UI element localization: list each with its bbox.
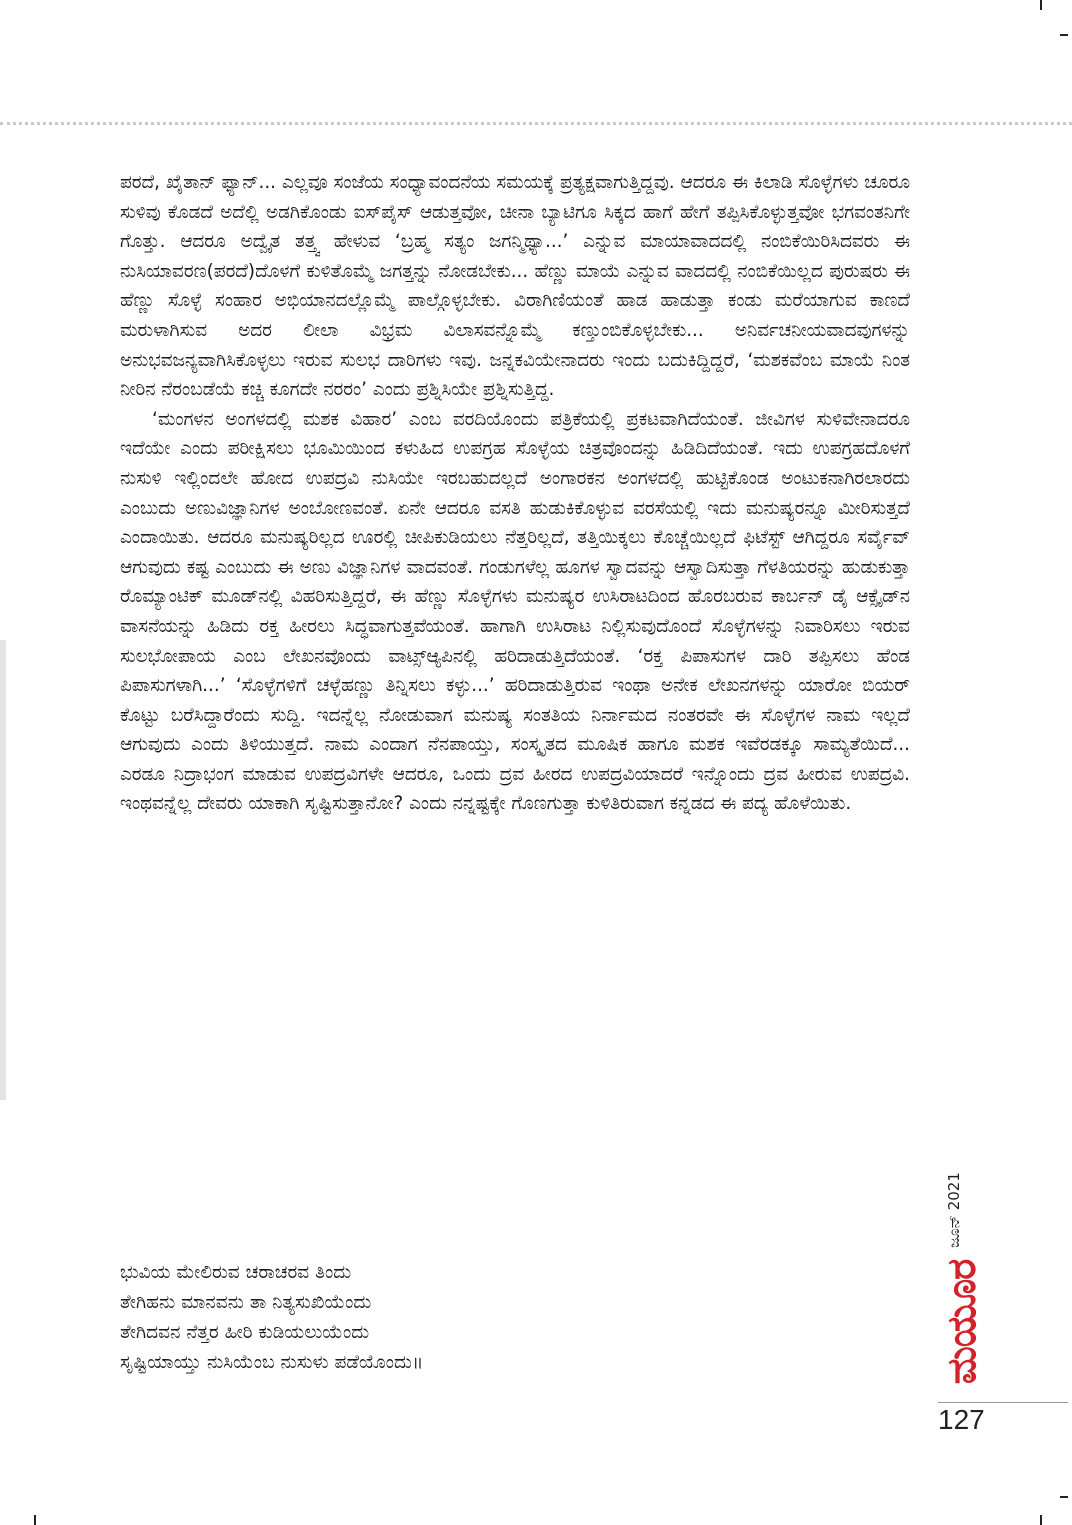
- crop-mark-bottom-left: [34, 1515, 36, 1525]
- poem-line: ಭುವಿಯ ಮೇಲಿರುವ ಚರಾಚರವ ತಿಂದು: [120, 1262, 352, 1283]
- footer-rule: [938, 1402, 1068, 1403]
- crop-mark-right-bottom: [1060, 1496, 1068, 1498]
- article-body: [120, 168, 910, 819]
- poem-line: ತೇಗಿಹನು ಮಾನವನು ತಾ ನಿತ್ಯಸುಖಿಯೆಂದು: [120, 1292, 372, 1313]
- poem-line: ತೇಗಿದವನ ನೆತ್ತರ ಹೀರಿ ಕುಡಿಯಲುಯೆಂದು: [120, 1322, 370, 1343]
- page-edge-shadow: [0, 640, 6, 1100]
- crop-mark-bottom-right: [1040, 1515, 1042, 1525]
- dotted-header-rule: [0, 122, 1072, 125]
- issue-date: ಜೂನ್ 2021: [945, 1172, 963, 1248]
- poem-block: [120, 1258, 720, 1378]
- article-paragraph: ‘ಮಂಗಳನ ಅಂಗಳದಲ್ಲಿ ಮಶಕ ವಿಹಾರ’ ಎಂಬ ವರದಿಯೊಂದು ಪತ್ರಿಕೆಯಲ್ಲಿ ಪ್ರಕಟವಾಗಿದೆಯಂತೆ. ಜೀವಿಗಳ ಸುಳಿವೇನಾದರೂ ಇದೆಯೇ ಎಂದು ಪರೀಕ್ಷಿಸಲು ಭೂಮಿಯಿಂದ ಕಳುಹಿದ ಉಪಗ್ರಹ ಸೊಳ್ಳೆಯ ಚಿತ್ರವೊಂದನ್ನು ಹಿಡಿದಿದೆಯಂತೆ. ಇದು ಉಪಗ್ರಹದೊಳಗೆ ನುಸುಳಿ ಇಲ್ಲಿಂದಲೇ ಹೋದ ಉಪದ್ರವಿ ನುಸಿಯೇ ಇರಬಹುದಲ್ಲದೆ ಅಂಗಾರಕನ ಅಂಗಳದಲ್ಲಿ ಹುಟ್ಟಿಕೊಂಡ ಅಂಟುಕನಾಗಿರಲಾರದು ಎಂಬುದು ಅಣುವಿಜ್ಞಾನಿಗಳ ಅಂಬೋಣವಂತೆ. ಏನೇ ಆದರೂ ವಸತಿ ಹುಡುಕಿಕೊಳ್ಳುವ ವರಸೆಯಲ್ಲಿ ಇದು ಮನುಷ್ಯರನ್ನೂ ಮೀರಿಸುತ್ತದೆ ಎಂದಾಯಿತು. ಆದರೂ ಮನುಷ್ಯರಿಲ್ಲದ ಊರಲ್ಲಿ ಚೀಪಿಕುಡಿಯಲು ನೆತ್ತರಿಲ್ಲದೆ, ತತ್ತಿಯಿಕ್ಕಲು ಕೊಚ್ಚೆಯಿಲ್ಲದೆ ಫಿಟೆಸ್ಟ್ ಆಗಿದ್ದರೂ ಸರ್ವೈವ್ ಆಗುವುದು ಕಷ್ಟ ಎಂಬುದು ಈ ಅಣು ವಿಜ್ಞಾನಿಗಳ ವಾದವಂತೆ. ಗಂಡುಗಳೆಲ್ಲ ಹೂಗಳ ಸ್ವಾದವನ್ನು ಆಸ್ವಾದಿಸುತ್ತಾ ಗೆಳತಿಯರನ್ನು ಹುಡುಕುತ್ತಾ ರೊಮ್ಯಾಂಟಿಕ್ ಮೂಡ್‌ನಲ್ಲಿ ವಿಹರಿಸುತ್ತಿದ್ದರೆ, ಈ ಹೆಣ್ಣು ಸೊಳ್ಳೆಗಳು ಮನುಷ್ಯರ ಉಸಿರಾಟದಿಂದ ಹೊರಬರುವ ಕಾರ್ಬನ್ ಡೈ ಆಕ್ಸೈಡ್‌ನ ವಾಸನೆಯನ್ನು ಹಿಡಿದು ರಕ್ತ ಹೀರಲು ಸಿದ್ಧವಾಗುತ್ತವೆಯಂತೆ. ಹಾಗಾಗಿ ಉಸಿರಾಟ ನಿಲ್ಲಿಸುವುದೊಂದೆ ಸೊಳ್ಳೆಗಳನ್ನು ನಿವಾರಿಸಲು ಇರುವ ಸುಲಭೋಪಾಯ ಎಂಬ ಲೇಖನವೊಂದು ವಾಟ್ಸ್ಆ್ಯಪಿನಲ್ಲಿ ಹರಿದಾಡುತ್ತಿದೆಯಂತೆ. ‘ರಕ್ತ ಪಿಪಾಸುಗಳ ದಾರಿ ತಪ್ಪಿಸಲು ಹೆಂಡ ಪಿಪಾಸುಗಳಾಗಿ...’ ‘ಸೊಳ್ಳೆಗಳಿಗೆ ಚಳ್ಳೆಹಣ್ಣು ತಿನ್ನಿಸಲು ಕಳ್ಳು...’ ಹರಿದಾಡುತ್ತಿರುವ ಇಂಥಾ ಅನೇಕ ಲೇಖನಗಳನ್ನು ಯಾರೋ ಬಿಯರ್ ಕೊಟ್ಟು ಬರೆಸಿದ್ದಾರೆಂದು ಸುದ್ದಿ. ಇದನ್ನೆಲ್ಲ ನೋಡುವಾಗ ಮನುಷ್ಯ ಸಂತತಿಯ ನಿರ್ನಾಮದ ನಂತರವೇ ಈ ಸೊಳ್ಳೆಗಳ ನಾಮ ಇಲ್ಲದೆ ಆಗುವುದು ಎಂದು ತಿಳಿಯುತ್ತದೆ. ನಾಮ ಎಂದಾಗ ನೆನಪಾಯ್ತು, ಸಂಸ್ಕೃತದ ಮೂಷಿಕ ಹಾಗೂ ಮಶಕ ಇವೆರಡಕ್ಕೂ ಸಾಮ್ಯತೆಯಿದೆ... ಎರಡೂ ನಿದ್ರಾಭಂಗ ಮಾಡುವ ಉಪದ್ರವಿಗಳೇ ಆದರೂ, ಒಂದು ದ್ರವ ಹೀರದ ಉಪದ್ರವಿಯಾದರೆ ಇನ್ನೊಂದು ದ್ರವ ಹೀರುವ ಉಪದ್ರವಿ. ಇಂಥವನ್ನೆಲ್ಲ ದೇವರು ಯಾಕಾಗಿ ಸೃಷ್ಟಿಸುತ್ತಾನೋ? ಎಂದು ನನ್ನಷ್ಟಕ್ಕೇ ಗೊಣಗುತ್ತಾ ಕುಳಿತಿರುವಾಗ ಕನ್ನಡದ ಈ ಪದ್ಯ ಹೊಳೆಯಿತು.: [120, 408, 910, 815]
- crop-mark-right-top: [1060, 34, 1068, 36]
- page-number: 127: [938, 1404, 985, 1435]
- article-paragraph: ಪರದೆ, ಖೈತಾನ್ ಫ್ಯಾನ್... ಎಲ್ಲವೂ ಸಂಜೆಯ ಸಂಧ್ಯಾವಂದನೆಯ ಸಮಯಕ್ಕೆ ಪ್ರತ್ಯಕ್ಷವಾಗುತ್ತಿದ್ದವು. ಆದರೂ ಈ ಕಿಲಾಡಿ ಸೊಳ್ಳೆಗಳು ಚೂರೂ ಸುಳಿವು ಕೊಡದೆ ಅದೆಲ್ಲಿ ಅಡಗಿಕೊಂಡು ಐಸ್‌ಪೈಸ್ ಆಡುತ್ತವೋ, ಚೀನಾ ಬ್ಯಾಟಿಗೂ ಸಿಕ್ಕದ ಹಾಗೆ ಹೇಗೆ ತಪ್ಪಿಸಿಕೊಳ್ಳುತ್ತವೋ ಭಗವಂತನಿಗೇ ಗೊತ್ತು. ಆದರೂ ಅದ್ವೈತ ತತ್ತ್ವ ಹೇಳುವ ‘ಬ್ರಹ್ಮ ಸತ್ಯಂ ಜಗನ್ಮಿಥ್ಯಾ...’ ಎನ್ನುವ ಮಾಯಾವಾದದಲ್ಲಿ ನಂಬಿಕೆಯಿರಿಸಿದವರು ಈ ನುಸಿಯಾವರಣ(ಪರದೆ)ದೊಳಗೆ ಕುಳಿತೊಮ್ಮೆ ಜಗತ್ತನ್ನು ನೋಡಬೇಕು... ಹೆಣ್ಣು ಮಾಯೆ ಎನ್ನುವ ವಾದದಲ್ಲಿ ನಂಬಿಕೆಯಿಲ್ಲದ ಪುರುಷರು ಈ ಹೆಣ್ಣು ಸೊಳ್ಳೆ ಸಂಹಾರ ಅಭಿಯಾನದಲ್ಲೊಮ್ಮೆ ಪಾಲ್ಗೊಳ್ಳಬೇಕು. ವಿರಾಗಿಣಿಯಂತೆ ಹಾಡ ಹಾಡುತ್ತಾ ಕಂಡು ಮರೆಯಾಗುವ ಕಾಣದೆ ಮರುಳಾಗಿಸುವ ಅದರ ಲೀಲಾ ವಿಭ್ರಮ ವಿಲಾಸವನ್ನೊಮ್ಮೆ ಕಣ್ತುಂಬಿಕೊಳ್ಳಬೇಕು... ಅನಿರ್ವಚನೀಯವಾದವುಗಳನ್ನು ಅನುಭವಜನ್ಯವಾಗಿಸಿಕೊಳ್ಳಲು ಇರುವ ಸುಲಭ ದಾರಿಗಳು ಇವು. ಜನ್ನಕವಿಯೇನಾದರು ಇಂದು ಬದುಕಿದ್ದಿದ್ದರೆ, ‘ಮಶಕವೆಂಬ ಮಾಯೆ ನಿಂತ ನೀರಿನ ನೆರಂಬಡೆಯೆ ಕಚ್ಚಿ ಕೂಗದೇ ನರರಂ’ ಎಂದು ಪ್ರಶ್ನಿಸಿಯೇ ಪ್ರಶ್ನಿಸುತ್ತಿದ್ದ.: [120, 172, 910, 401]
- poem-line: ಸೃಷ್ಟಿಯಾಯ್ತು ನುಸಿಯೆಂಬ ನುಸುಳು ಪಡೆಯೊಂದು॥: [120, 1352, 424, 1373]
- crop-mark-top-right: [1040, 0, 1042, 10]
- magazine-logo: ಮಯೂರ: [939, 1259, 985, 1385]
